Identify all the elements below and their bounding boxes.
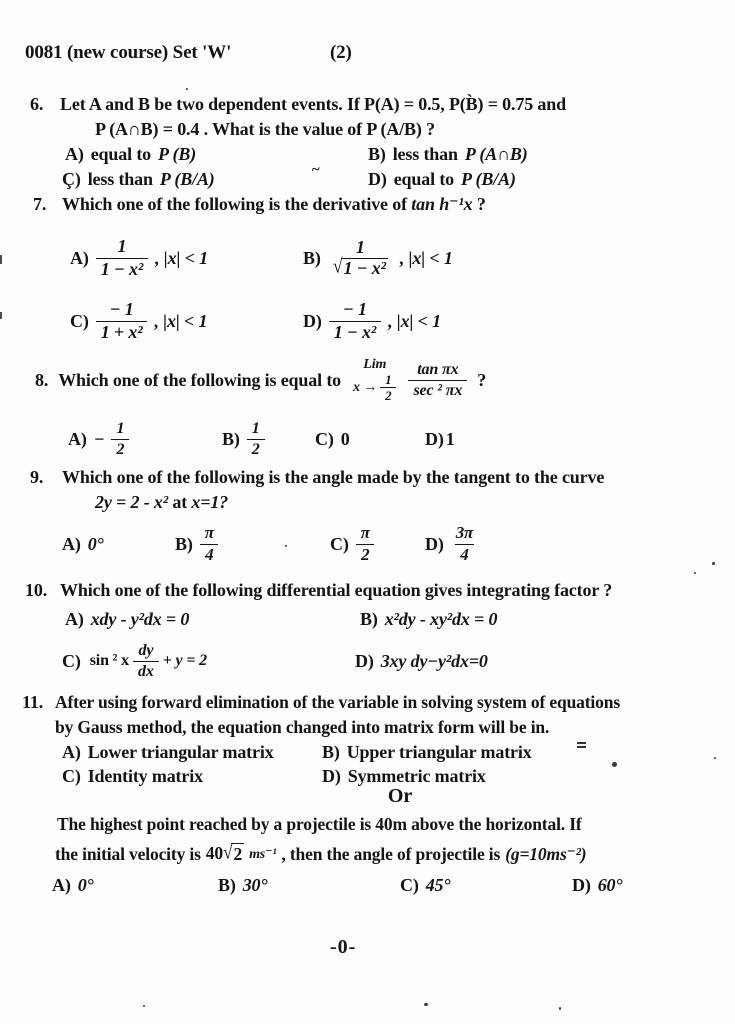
denominator: dx xyxy=(133,661,159,680)
denominator: 2 xyxy=(247,439,265,458)
options-row xyxy=(0,740,735,764)
question-text-line: Which one of the following is the angle made by the tangent to the curve xyxy=(62,467,605,487)
option-text: less than xyxy=(87,169,153,189)
radical-sign: √ xyxy=(332,254,343,277)
option-label: D) xyxy=(425,533,444,554)
option-math-prefix: sin ² x xyxy=(89,652,130,669)
option-text: 0° xyxy=(77,874,94,895)
option-c xyxy=(315,415,350,463)
or-divider: Or xyxy=(387,785,413,807)
option-a xyxy=(68,415,129,463)
velocity-value xyxy=(205,840,244,865)
fraction xyxy=(133,642,159,680)
denominator: 1 − x² xyxy=(329,321,381,342)
question-text-line: P (A∩B) = 0.4 . What is the value of P (A/B) ? xyxy=(95,119,435,139)
option-b xyxy=(360,605,497,633)
option-c xyxy=(330,518,375,570)
stem-text: Which one of the following is the derivative of xyxy=(62,194,407,214)
page-number: (2) xyxy=(330,42,352,63)
minus-sign: − xyxy=(93,428,105,449)
option-label: B) xyxy=(322,741,340,762)
option-text: 0 xyxy=(340,428,350,449)
radicand: 1 − x² xyxy=(343,258,386,278)
question-number: 8. xyxy=(35,369,49,390)
numerator: − 1 xyxy=(109,299,134,320)
option-c xyxy=(62,764,203,788)
square-root xyxy=(332,254,388,278)
radical-sign: √ xyxy=(222,840,233,863)
numerator: tan πx xyxy=(417,361,459,379)
option-label: Ç) xyxy=(62,169,81,189)
question-text-line: The highest point reached by a projectile is 40m above the horizontal. If xyxy=(57,814,582,834)
question-stem xyxy=(35,350,486,410)
option-a xyxy=(52,872,94,898)
option-label: D) xyxy=(322,765,341,786)
numerator: 1 xyxy=(117,236,127,257)
scan-speck xyxy=(186,88,188,90)
paper-code: 0081 (new course) Set 'W' xyxy=(25,42,232,63)
scan-speck xyxy=(285,545,287,547)
option-text: 30° xyxy=(242,874,268,895)
option-math: 3xy dy−y²dx=0 xyxy=(380,650,488,671)
option-label: C) xyxy=(315,428,334,449)
condition: , |x| < 1 xyxy=(399,247,453,268)
question-text-line: Let A and B be two dependent events. If P(A) = 0.5, P(B̀) = 0.75 and xyxy=(60,94,566,114)
option-label: D) xyxy=(572,874,591,895)
question-number: 9. xyxy=(30,467,44,487)
stem-end: ? xyxy=(477,369,487,390)
fraction xyxy=(96,300,148,342)
option-d xyxy=(425,518,478,570)
option-a xyxy=(65,605,189,633)
scan-artifact-tilde: ~ xyxy=(311,161,321,179)
question-text-line: by Gauss method, the equation changed into matrix form will be in. xyxy=(55,717,550,737)
limit-expression xyxy=(353,357,396,403)
option-label: D) xyxy=(368,169,387,189)
option-math: P (B) xyxy=(158,144,197,164)
question-text-line xyxy=(62,192,486,217)
option-c xyxy=(400,872,450,898)
question-text-line: Which one of the following differential equation gives integrating factor ? xyxy=(60,580,613,600)
stem-end: ? xyxy=(476,194,486,214)
option-math: P (B/A) xyxy=(461,169,516,189)
option-b xyxy=(368,142,528,167)
denominator: 2 xyxy=(356,544,374,564)
limit-word: Lim xyxy=(363,357,387,373)
option-c xyxy=(62,167,215,192)
fraction xyxy=(328,238,393,279)
option-d xyxy=(425,415,455,463)
option-d xyxy=(355,636,488,686)
scan-speck xyxy=(694,572,696,574)
curve-equation: 2y = 2 - x² xyxy=(95,492,168,512)
numerator: dy xyxy=(138,642,154,660)
options-row xyxy=(0,872,735,898)
option-label: D) xyxy=(355,650,374,671)
option-label: A) xyxy=(68,428,87,449)
fraction xyxy=(329,300,381,342)
denominator: 1 + x² xyxy=(96,321,148,342)
options-row xyxy=(0,167,735,192)
option-a xyxy=(70,230,208,286)
page-end-mark: -0- xyxy=(330,936,357,958)
option-text: 60° xyxy=(597,874,623,895)
numerator: 3π xyxy=(455,523,474,543)
options-row xyxy=(0,415,735,463)
at-word: at xyxy=(172,492,188,512)
question-text-line xyxy=(55,838,586,870)
question-number: 11. xyxy=(22,692,44,712)
point-value: x=1? xyxy=(191,492,229,512)
denominator: 2 xyxy=(111,439,129,458)
option-label: B) xyxy=(368,144,386,164)
limit-variable: x → xyxy=(353,379,378,395)
question-number: 10. xyxy=(25,580,48,600)
condition: , |x| < 1 xyxy=(154,310,208,331)
option-label: C) xyxy=(330,533,349,554)
text-prefix: the initial velocity is xyxy=(55,843,201,864)
scan-speck xyxy=(0,312,2,319)
question-number: 6. xyxy=(30,94,44,114)
denominator: sec ² πx xyxy=(408,380,467,399)
option-text: Lower triangular matrix xyxy=(87,741,274,762)
question-number: 7. xyxy=(33,194,47,214)
option-label: A) xyxy=(62,533,81,554)
scan-speck xyxy=(577,742,586,748)
denominator: 4 xyxy=(455,544,473,564)
option-b xyxy=(218,872,267,898)
option-label: C) xyxy=(70,310,89,331)
numerator: π xyxy=(360,523,370,543)
option-label: A) xyxy=(52,874,71,895)
option-a xyxy=(65,142,196,167)
options-row xyxy=(0,142,735,167)
option-text: equal to xyxy=(393,169,455,189)
scan-speck xyxy=(424,1003,428,1006)
option-d xyxy=(572,872,622,898)
option-label: B) xyxy=(360,608,378,629)
option-d xyxy=(303,293,441,349)
denominator xyxy=(328,254,393,278)
numerator: π xyxy=(204,523,214,543)
radicand: 2 xyxy=(233,844,243,864)
options-row xyxy=(0,636,735,686)
condition: , |x| < 1 xyxy=(388,310,441,331)
fraction xyxy=(356,524,375,564)
options-row xyxy=(0,293,735,349)
option-label: B) xyxy=(218,874,236,895)
scan-speck xyxy=(612,762,617,767)
option-text: Symmetric matrix xyxy=(347,765,486,786)
scan-speck xyxy=(0,255,2,264)
condition: , |x| < 1 xyxy=(155,247,208,268)
scan-speck xyxy=(559,1007,561,1010)
option-b xyxy=(303,230,453,286)
fraction xyxy=(247,420,265,458)
numerator: 1 xyxy=(116,420,125,438)
option-label: C) xyxy=(62,650,81,671)
option-label: B) xyxy=(175,533,193,554)
option-text: 0° xyxy=(87,533,104,554)
options-row xyxy=(0,518,735,570)
option-math: P (A∩B) xyxy=(464,144,528,164)
option-math: x²dy - xy²dx = 0 xyxy=(384,608,498,629)
option-label: A) xyxy=(70,247,89,268)
velocity-unit: ms⁻¹ xyxy=(249,846,277,862)
option-label: D) xyxy=(303,310,322,331)
fraction xyxy=(380,373,396,403)
stem-text: Which one of the following is equal to xyxy=(58,369,342,390)
option-d xyxy=(368,167,516,192)
option-math-suffix: + y = 2 xyxy=(162,652,208,669)
options-row xyxy=(0,230,735,286)
option-label: C) xyxy=(62,765,81,786)
numerator: 1 xyxy=(385,371,392,387)
option-b xyxy=(175,518,219,570)
question-text-line: After using forward elimination of the variable in solving system of equations xyxy=(55,692,620,712)
numerator: 1 xyxy=(355,236,365,257)
option-c xyxy=(70,293,207,349)
fraction xyxy=(111,420,129,458)
option-text: Upper triangular matrix xyxy=(346,741,532,762)
option-label: C) xyxy=(400,874,419,895)
option-label: A) xyxy=(62,741,81,762)
limit-subscript xyxy=(353,373,396,403)
option-text: 1 xyxy=(445,428,455,449)
numerator: − 1 xyxy=(342,299,367,320)
denominator: 4 xyxy=(200,544,218,564)
scan-speck xyxy=(712,562,715,565)
option-label: A) xyxy=(65,608,84,629)
option-a xyxy=(62,518,104,570)
fraction xyxy=(451,524,478,564)
option-label: B) xyxy=(303,247,321,268)
option-a xyxy=(62,740,274,764)
denominator: 2 xyxy=(380,387,396,403)
fraction xyxy=(96,237,148,279)
question-text-line xyxy=(95,490,228,515)
denominator: 1 − x² xyxy=(96,258,148,279)
option-b xyxy=(222,415,265,463)
option-text: less than xyxy=(392,144,458,164)
option-math: P (B/A) xyxy=(159,169,215,189)
scan-speck xyxy=(143,1005,145,1007)
fraction xyxy=(200,524,219,564)
stem-math: tan h⁻¹x xyxy=(411,194,473,214)
option-text: Identity matrix xyxy=(87,765,203,786)
option-b xyxy=(322,740,532,764)
options-row xyxy=(0,605,735,633)
coefficient: 40 xyxy=(205,843,223,863)
option-label: D) xyxy=(425,428,444,449)
option-label: B) xyxy=(222,428,240,449)
fraction xyxy=(408,361,467,399)
option-label: A) xyxy=(65,144,84,164)
scan-speck xyxy=(714,757,716,759)
option-text: equal to xyxy=(90,144,152,164)
option-c xyxy=(62,636,207,686)
option-text: 45° xyxy=(425,874,451,895)
option-math: xdy - y²dx = 0 xyxy=(90,608,190,629)
text-middle: , then the angle of projectile is xyxy=(281,843,501,864)
gravity-note: (g=10ms⁻²) xyxy=(505,843,587,864)
numerator: 1 xyxy=(251,420,260,438)
